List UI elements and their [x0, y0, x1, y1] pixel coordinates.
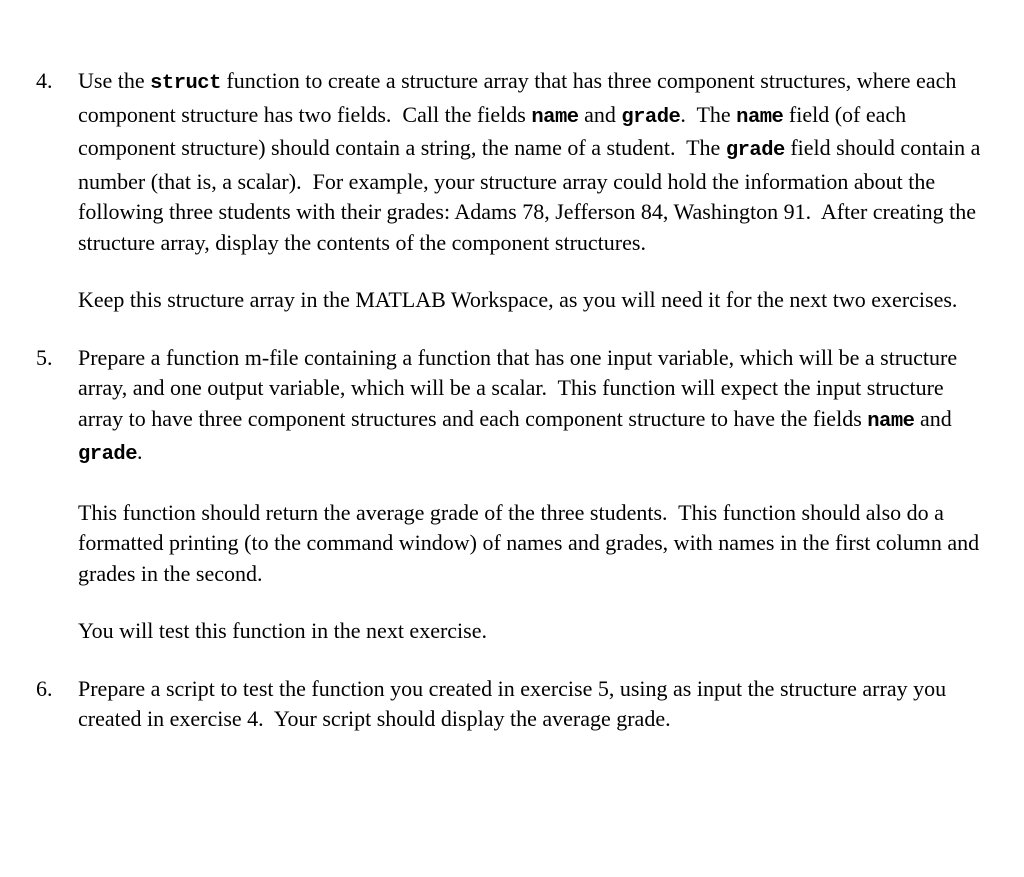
text-run: . The — [680, 101, 737, 127]
code-term: name — [867, 409, 915, 433]
item-number: 5. — [36, 344, 53, 370]
text-run: Prepare a function m-file containing a function that has one input variable, which will be a structure array, and one output variable, which will be a scalar. This function will expect the input structure array to have three component structures and each component structure to have the fields — [78, 344, 963, 431]
exercise-list — [36, 66, 994, 735]
text-run: function to create a structure array that has three component structures, where each component structure has two fields. Call the fields — [78, 68, 962, 127]
paragraph — [78, 285, 994, 316]
text-run: . — [137, 439, 143, 464]
exercise-item-5 — [36, 343, 994, 647]
text-run: and — [914, 405, 958, 431]
item-body — [78, 343, 994, 647]
item-body — [78, 674, 994, 735]
code-term: name — [531, 105, 579, 129]
exercise-item-4 — [36, 66, 994, 316]
code-term: struct — [150, 72, 221, 95]
paragraph — [78, 66, 994, 258]
paragraph — [78, 674, 994, 735]
item-number: 4. — [36, 68, 53, 93]
text-run: This function should return the average grade of the three students. This function should also do a formatted printing (to the command window) of names and grades, with names in the first column and grades in the second. — [78, 499, 985, 586]
text-run: Use the — [78, 68, 151, 93]
text-run: field (of each component structure) should contain a string, the name of a student. The — [78, 101, 912, 160]
paragraph — [78, 616, 994, 647]
code-term: name — [736, 105, 784, 129]
exercise-item-6 — [36, 674, 994, 735]
item-number: 6. — [36, 675, 53, 701]
code-term: grade — [78, 443, 138, 466]
text-run: You will test this function in the next exercise. — [78, 618, 487, 643]
paragraph — [78, 343, 994, 471]
text-run: and — [578, 101, 622, 127]
item-body — [78, 66, 994, 316]
code-term: grade — [621, 105, 681, 129]
text-run: Prepare a script to test the function you created in exercise 5, using as input the structure array you created in exercise 4. Your script should display the average grade. — [78, 675, 952, 731]
text-run: Keep this structure array in the MATLAB Workspace, as you will need it for the next two exercises. — [78, 287, 958, 312]
paragraph — [78, 498, 994, 590]
text-run: field should contain a number (that is, a scalar). For example, your structure array could hold the information about the following three students with their grades: Adams 78, Jefferson 84, Washington 91. After creating the structure array, display the contents of the component structures. — [78, 135, 986, 255]
code-term: grade — [725, 139, 785, 162]
